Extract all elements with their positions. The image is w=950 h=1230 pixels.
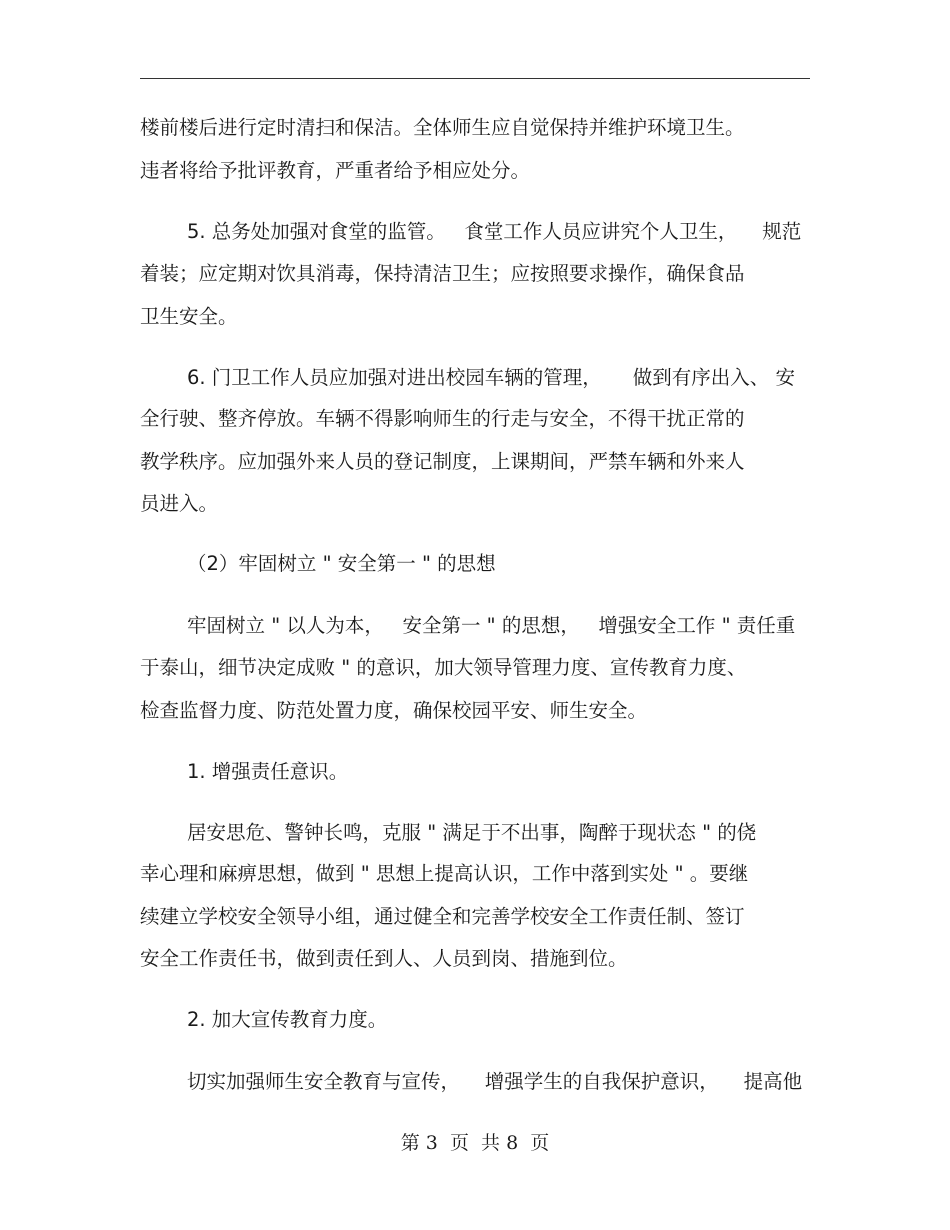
text-line: 安全工作责任书，做到责任到人、人员到岗、措施到位。 <box>140 947 628 970</box>
text-line: 楼前楼后进行定时清扫和保洁。全体师生应自觉保持并维护环境卫生。 <box>140 116 745 139</box>
section-heading: （2）牢固树立 " 安全第一 " 的思想 <box>187 552 496 575</box>
section-heading: 2. 加大宣传教育力度。 <box>187 1008 388 1031</box>
section-heading: 1. 增强责任意识。 <box>187 760 349 783</box>
text-line: 检查监督力度、防范处置力度，确保校园平安、师生安全。 <box>140 699 648 722</box>
text-line: 着装；应定期对饮具消毒，保持清洁卫生；应按照要求操作，确保食品 <box>140 262 745 285</box>
page-number: 第 3 页 共 8 页 <box>400 1132 550 1154</box>
text-line: 续建立学校安全领导小组，通过健全和完善学校安全工作责任制、签订 <box>140 905 745 928</box>
text-line: 教学秩序。应加强外来人员的登记制度，上课期间，严禁车辆和外来人 <box>140 450 745 473</box>
text-line: 员进入。 <box>140 492 219 515</box>
text-line: 6. 门卫工作人员应加强对进出校园车辆的管理， 做到有序出入、 安 <box>187 366 795 389</box>
text-line: 卫生安全。 <box>140 305 238 328</box>
text-line: 幸心理和麻痹思想，做到 " 思想上提高认识，工作中落到实处 " 。要继 <box>140 862 749 885</box>
text-line: 牢固树立 " 以人为本， 安全第一 " 的思想， 增强安全工作 " 责任重 <box>187 614 796 637</box>
text-line: 居安思危、警钟长鸣，克服 " 满足于不出事，陶醉于现状态 " 的侥 <box>187 821 757 844</box>
text-line: 切实加强师生安全教育与宣传， 增强学生的自我保护意识， 提高他 <box>187 1070 803 1093</box>
text-line: 违者将给予批评教育，严重者给予相应处分。 <box>140 159 531 182</box>
text-line: 于泰山，细节决定成败 " 的意识，加大领导管理力度、宣传教育力度、 <box>140 656 747 679</box>
text-line: 5. 总务处加强对食堂的监管。 食堂工作人员应讲究个人卫生， 规范 <box>187 220 802 243</box>
header-rule <box>140 78 810 79</box>
text-line: 全行驶、整齐停放。车辆不得影响师生的行走与安全，不得干扰正常的 <box>140 407 745 430</box>
